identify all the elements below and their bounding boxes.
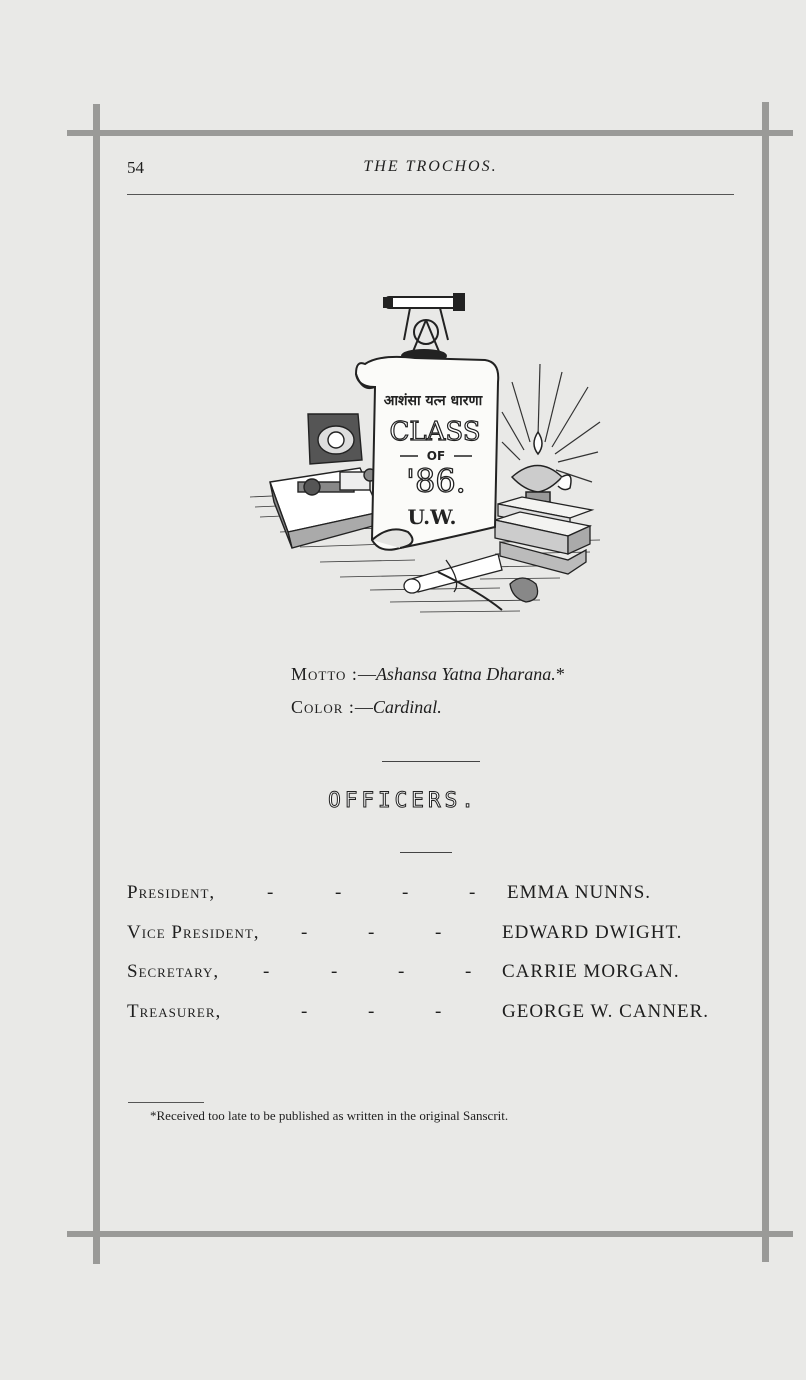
officer-name: EMMA NUNNS. bbox=[507, 882, 652, 903]
leader-dash: - bbox=[435, 922, 442, 943]
section-rule-lower bbox=[400, 852, 452, 853]
page-number: 54 bbox=[127, 158, 144, 177]
emblem-script-line: आशंसा यत्न धारणा bbox=[383, 393, 483, 409]
officer-title: Vice President, bbox=[127, 922, 260, 943]
border-left bbox=[93, 104, 100, 1264]
officer-name: GEORGE W. CANNER. bbox=[502, 1001, 710, 1022]
header-rule bbox=[127, 194, 734, 195]
leader-dash: - bbox=[301, 922, 308, 943]
officer-row bbox=[127, 961, 737, 987]
officer-title: Secretary, bbox=[127, 961, 220, 982]
color-dash: — bbox=[354, 697, 373, 717]
officers-heading: OFFICERS. bbox=[328, 788, 478, 812]
border-bottom bbox=[67, 1231, 793, 1237]
leader-dash: - bbox=[402, 882, 409, 903]
leader-dash: - bbox=[469, 882, 476, 903]
leader-dash: - bbox=[368, 1001, 375, 1022]
border-top bbox=[67, 130, 793, 136]
leader-dash: - bbox=[331, 961, 338, 982]
running-title: THE TROCHOS. bbox=[363, 158, 498, 175]
leader-dash: - bbox=[368, 922, 375, 943]
leader-dash: - bbox=[301, 1001, 308, 1022]
color-value: Cardinal. bbox=[372, 697, 442, 717]
leader-dash: - bbox=[267, 882, 274, 903]
class-emblem-illustration bbox=[240, 292, 615, 627]
leader-dash: - bbox=[335, 882, 342, 903]
leader-dash: - bbox=[398, 961, 405, 982]
emblem-of-label: OF bbox=[426, 449, 446, 463]
color-label: Color : bbox=[291, 697, 355, 717]
emblem-initials: U.W. bbox=[407, 505, 457, 529]
officer-row bbox=[127, 882, 737, 908]
footnote-rule bbox=[128, 1102, 204, 1103]
officer-row bbox=[127, 922, 737, 948]
officer-title: President, bbox=[127, 882, 216, 903]
motto-line bbox=[291, 664, 565, 685]
motto-footnote-mark: * bbox=[555, 664, 565, 684]
motto-label: Motto : bbox=[291, 664, 358, 684]
officer-title: Treasurer, bbox=[127, 1001, 222, 1022]
emblem-year: '86. bbox=[406, 462, 466, 500]
leader-dash: - bbox=[465, 961, 472, 982]
officer-name: EDWARD DWIGHT. bbox=[502, 922, 683, 943]
leader-dash: - bbox=[263, 961, 270, 982]
running-head bbox=[127, 158, 734, 182]
leader-dash: - bbox=[435, 1001, 442, 1022]
motto-dash: — bbox=[357, 664, 376, 684]
officer-row bbox=[127, 1001, 737, 1027]
motto-value: Ashansa Yatna Dharana. bbox=[375, 664, 556, 684]
border-right bbox=[762, 102, 769, 1262]
section-rule-upper bbox=[382, 761, 480, 762]
color-line bbox=[291, 697, 442, 718]
officer-name: CARRIE MORGAN. bbox=[502, 961, 680, 982]
emblem-class-label: CLASS bbox=[389, 417, 481, 447]
footnote: *Received too late to be published as written in the original Sanscrit. bbox=[150, 1108, 509, 1123]
